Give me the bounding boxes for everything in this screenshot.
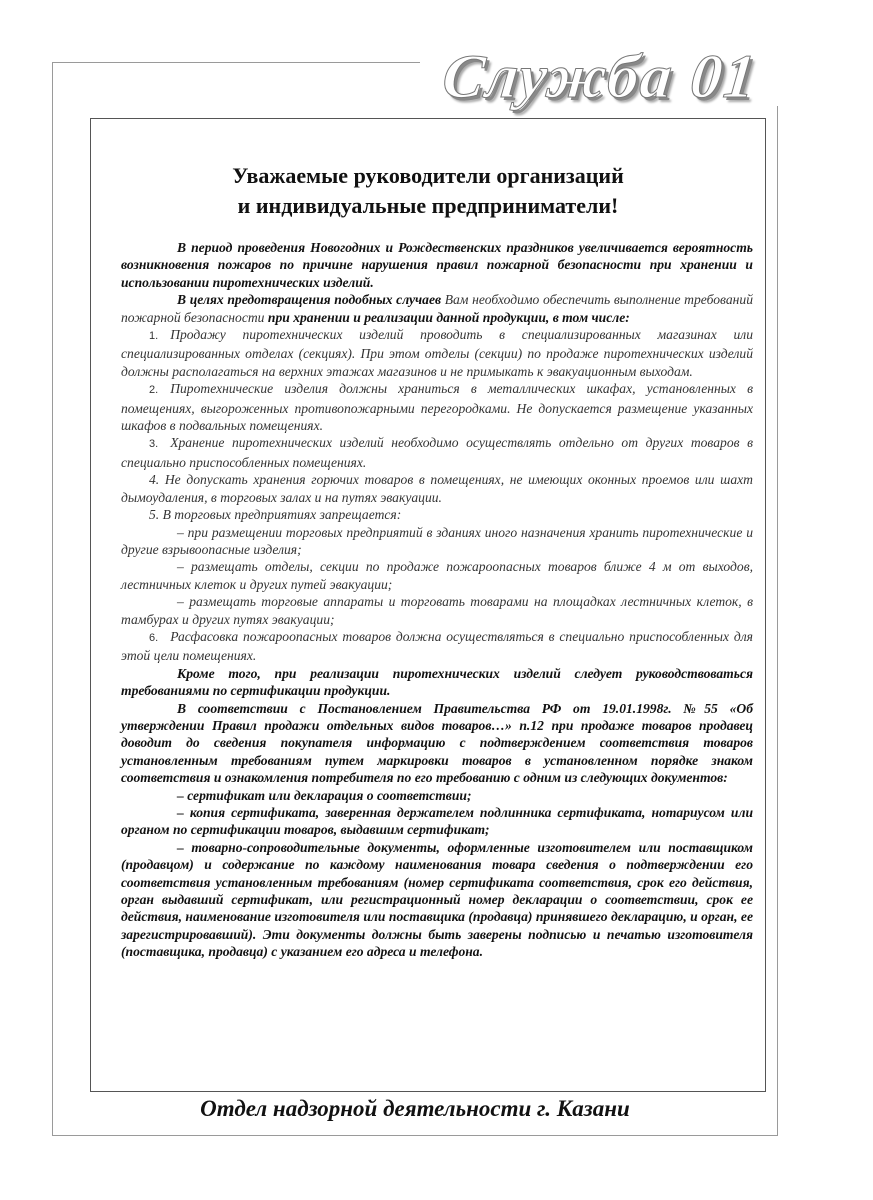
text: 5. В торговых предприятиях запрещается: bbox=[149, 507, 402, 523]
paragraph bbox=[121, 326, 753, 380]
logo-text: Служба 01 bbox=[439, 42, 761, 111]
title-line: Уважаемые руководители организаций bbox=[232, 163, 624, 188]
text: Расфасовка пожароопасных товаров должна осуществляться в специально приспособленных для этой цели помещениях. bbox=[121, 628, 753, 664]
bold-text: В соответствии с Постановлением Правительства РФ от 19.01.1998г. №55 «Об утверждении Правил продажи отдельных видов товаров…» п.12 при продаже товаров продавец доводит до сведения покупателя информацию с подтверждением соответствия товаров установленным требованиям путем маркировки товаров в установленном порядке знаком соответствия и ознакомления потребителя по его требованию с одним из следующих документов: bbox=[121, 700, 753, 786]
text: Продажу пиротехнических изделий проводить в специализированных магазинах или специализированных отделах (секциях). При этом отделы (секции) по продаже пиротехнических изделий должны располагаться на верхних этажах магазинов и не примыкать к эвакуационным выходам. bbox=[121, 327, 753, 379]
bold-text: В целях предотвращения подобных случаев bbox=[177, 292, 445, 308]
paragraph bbox=[121, 665, 753, 700]
text: Вам необходимо обеспечить выполнение требований пожарной безопасности bbox=[121, 292, 753, 325]
paragraph bbox=[121, 787, 753, 804]
bold-text: при хранении и реализации данной продукции, в том числе: bbox=[267, 309, 630, 325]
text: – при размещении торговых предприятий в зданиях иного назначения хранить пиротехнические и другие взрывоопасные изделия; bbox=[121, 524, 753, 557]
list-number: 2. bbox=[149, 384, 159, 397]
bold-text: – копия сертификата, заверенная держателем подлинника сертификата, нотариусом или органом по сертификации товаров, выдавшим сертификат; bbox=[121, 805, 753, 838]
text: – размещать отделы, секции по продаже пожароопасных товаров ближе 4 м от выходов, лестничных клеток и других путей эвакуации; bbox=[121, 559, 753, 592]
text: 4. Не допускать хранения горючих товаров в помещениях, не имеющих оконных проемов или шахт дымоудаления, в торговых залах и на путях эвакуации. bbox=[121, 472, 753, 505]
bold-text: В период проведения Новогодних и Рождественских праздников увеличивается вероятность возникновения пожаров по причине нарушения правил пожарной безопасности при хранении и использовании пиротехнических изделий. bbox=[121, 240, 753, 290]
bold-text: – сертификат или декларация о соответствии; bbox=[177, 787, 472, 803]
page-title bbox=[91, 161, 765, 221]
paragraph bbox=[121, 434, 753, 471]
title-line: и индивидуальные предприниматели! bbox=[237, 193, 619, 218]
paragraph bbox=[121, 291, 753, 326]
notice-body bbox=[121, 239, 753, 961]
paragraph bbox=[121, 804, 753, 839]
paragraph bbox=[121, 839, 753, 961]
list-number: 1. bbox=[149, 330, 159, 343]
paragraph bbox=[121, 239, 753, 291]
logo bbox=[420, 42, 780, 111]
list-number: 6. bbox=[149, 631, 159, 644]
paragraph bbox=[121, 524, 753, 559]
list-number: 3. bbox=[149, 438, 159, 451]
notice-frame bbox=[90, 118, 766, 1092]
text: Хранение пиротехнических изделий необходимо осуществлять отдельно от других товаров в специально приспособленных помещениях. bbox=[121, 435, 753, 470]
text: – размещать торговые аппараты и торговать товарами на площадках лестничных клеток, в тамбурах и других путях эвакуации; bbox=[121, 594, 753, 627]
text: Пиротехнические изделия должны храниться в металлических шкафах, установленных в помещениях, выгороженных противопожарными перегородками. Не допускается размещение указанных шкафов в подвальных помещениях. bbox=[121, 381, 753, 434]
paragraph bbox=[121, 471, 753, 506]
bold-text: – товарно-сопроводительные документы, оформленные изготовителем или поставщиком (продавцом) и содержание по каждому наименования товара сведения о подтверждении его соответствия установленным требованиям (номер сертификата соответствия, срок его действия, орган выдавший сертификат, или регистрационный номер декларации о соответствии, срок ее действия, наименование изготовителя или поставщика (продавца) принявшего декларацию, и орган, ее зарегистрировавший). Эти документы должны быть заверены подписью и печатью изготовителя (поставщика, продавца) с указанием его адреса и телефона. bbox=[121, 839, 753, 960]
paragraph bbox=[121, 506, 753, 523]
paragraph bbox=[121, 558, 753, 593]
paragraph bbox=[121, 593, 753, 628]
paragraph bbox=[121, 380, 753, 434]
paragraph bbox=[121, 700, 753, 787]
bold-text: Кроме того, при реализации пиротехнических изделий следует руководствоваться требованиями по сертификации продукции. bbox=[121, 665, 753, 699]
footer-signature: Отдел надзорной деятельности г. Казани bbox=[200, 1096, 630, 1121]
paragraph bbox=[121, 628, 753, 665]
